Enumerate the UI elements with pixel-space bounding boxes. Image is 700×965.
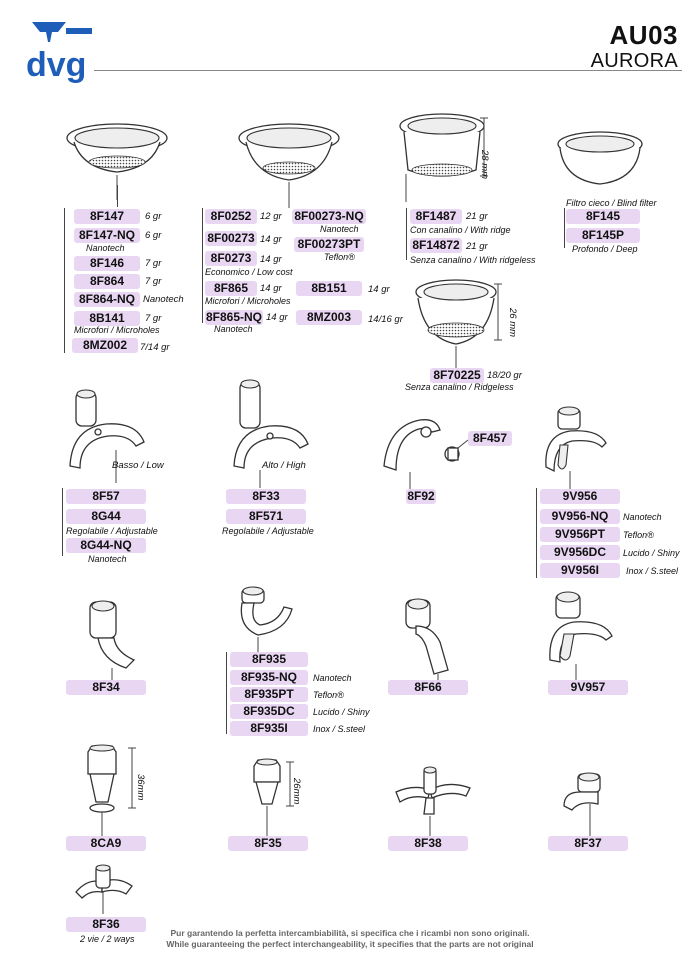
part-code: 8F37 — [548, 836, 628, 851]
model-code: AU03 — [609, 20, 678, 50]
part-code: 8F935-NQ — [230, 670, 308, 685]
dimension-label: 36mm — [135, 774, 146, 801]
model-name: AURORA — [590, 50, 678, 72]
part-code: 9V956DC — [540, 545, 620, 560]
part-code: 8CA9 — [66, 836, 146, 851]
dvg-logo — [26, 18, 98, 88]
connector-8f36-illustration — [72, 862, 152, 917]
part-code: 8F34 — [66, 680, 146, 695]
part-code: 8MZ003 — [296, 310, 362, 325]
part-code: 9V956 — [540, 489, 620, 504]
part-code: 8F0273 — [205, 251, 257, 266]
part-code: 8F145P — [566, 228, 640, 243]
part-code: 8F935DC — [230, 704, 308, 719]
part-code: 8B141 — [74, 311, 140, 326]
spout-double-illustration — [540, 405, 630, 490]
part-code: 9V956PT — [540, 527, 620, 542]
connector-8f35-illustration — [246, 758, 316, 838]
part-code: 8F14872 — [410, 238, 462, 253]
part-code: 8B151 — [296, 281, 362, 296]
part-code: 8F865-NQ — [205, 310, 263, 324]
part-code: 8F1487 — [410, 209, 462, 224]
part-code: 8F38 — [388, 836, 468, 851]
part-code: 8G44 — [66, 509, 146, 524]
connector-8f37-illustration — [560, 770, 640, 840]
spout-height-label: Basso / Low — [112, 460, 164, 471]
part-code: 8F864 — [74, 274, 140, 289]
svg-text:dvg: dvg — [26, 46, 87, 84]
part-code: 8F145 — [566, 209, 640, 224]
part-code: 8F35 — [228, 836, 308, 851]
part-code: 8G44-NQ — [66, 538, 146, 553]
part-code: 8F00273 — [205, 231, 257, 246]
disclaimer-it: Pur garantendo la perfetta intercambiabilità, si specifica che i ricambi non sono originali. — [170, 928, 530, 938]
part-code: 8F57 — [66, 489, 146, 504]
part-code: 8F33 — [226, 489, 306, 504]
part-code: 9V957 — [548, 680, 628, 695]
spout-9v957-illustration — [546, 590, 626, 680]
part-code: 8F36 — [66, 917, 146, 932]
part-code: 8F865 — [205, 281, 257, 296]
spout-8f34-illustration — [76, 598, 156, 688]
part-code: 8F00273PT — [294, 237, 364, 252]
part-code: 8F935I — [230, 721, 308, 736]
part-code: 8F146 — [74, 256, 140, 271]
part-code: 8F147 — [74, 209, 140, 224]
dimension-label: 26 mm — [507, 308, 518, 338]
spout-height-label: Alto / High — [262, 460, 306, 471]
part-code: 8F864-NQ — [74, 292, 140, 307]
part-code: 8F935PT — [230, 687, 308, 702]
disclaimer-en: While guaranteeing the perfect interchangeability, it specifies that the parts are not original — [166, 939, 534, 949]
part-code: 8F92 — [407, 489, 435, 503]
part-code: 8F147-NQ — [74, 228, 140, 243]
part-code: 9V956-NQ — [540, 509, 620, 524]
part-code: 8F66 — [388, 680, 468, 695]
part-code: 8F70225 — [430, 368, 484, 383]
filter-basket-1-illustration — [62, 120, 172, 190]
dimension-label: 28 mm — [479, 150, 490, 180]
part-code: 9V956I — [540, 563, 620, 578]
connector-8f38-illustration — [394, 762, 474, 837]
part-code: 8F00273-NQ — [292, 209, 366, 224]
part-code: 8F571 — [226, 509, 306, 524]
dvg-logo-icon — [26, 18, 98, 88]
filter-basket-2-illustration — [234, 120, 344, 190]
spout-side-illustration — [380, 410, 490, 490]
spout-8f66-illustration — [398, 596, 478, 686]
filter-basket-5-illustration — [412, 278, 522, 373]
dimension-label: 26mm — [291, 778, 302, 805]
part-code: 8F935 — [230, 652, 308, 667]
part-code: 8F457 — [468, 431, 512, 446]
part-code: 8MZ002 — [72, 338, 138, 353]
spout-8f935-illustration — [232, 585, 312, 655]
blind-filter-illustration — [554, 128, 654, 198]
part-code: 8F0252 — [205, 209, 257, 224]
connector-8ca9-illustration — [78, 744, 158, 839]
